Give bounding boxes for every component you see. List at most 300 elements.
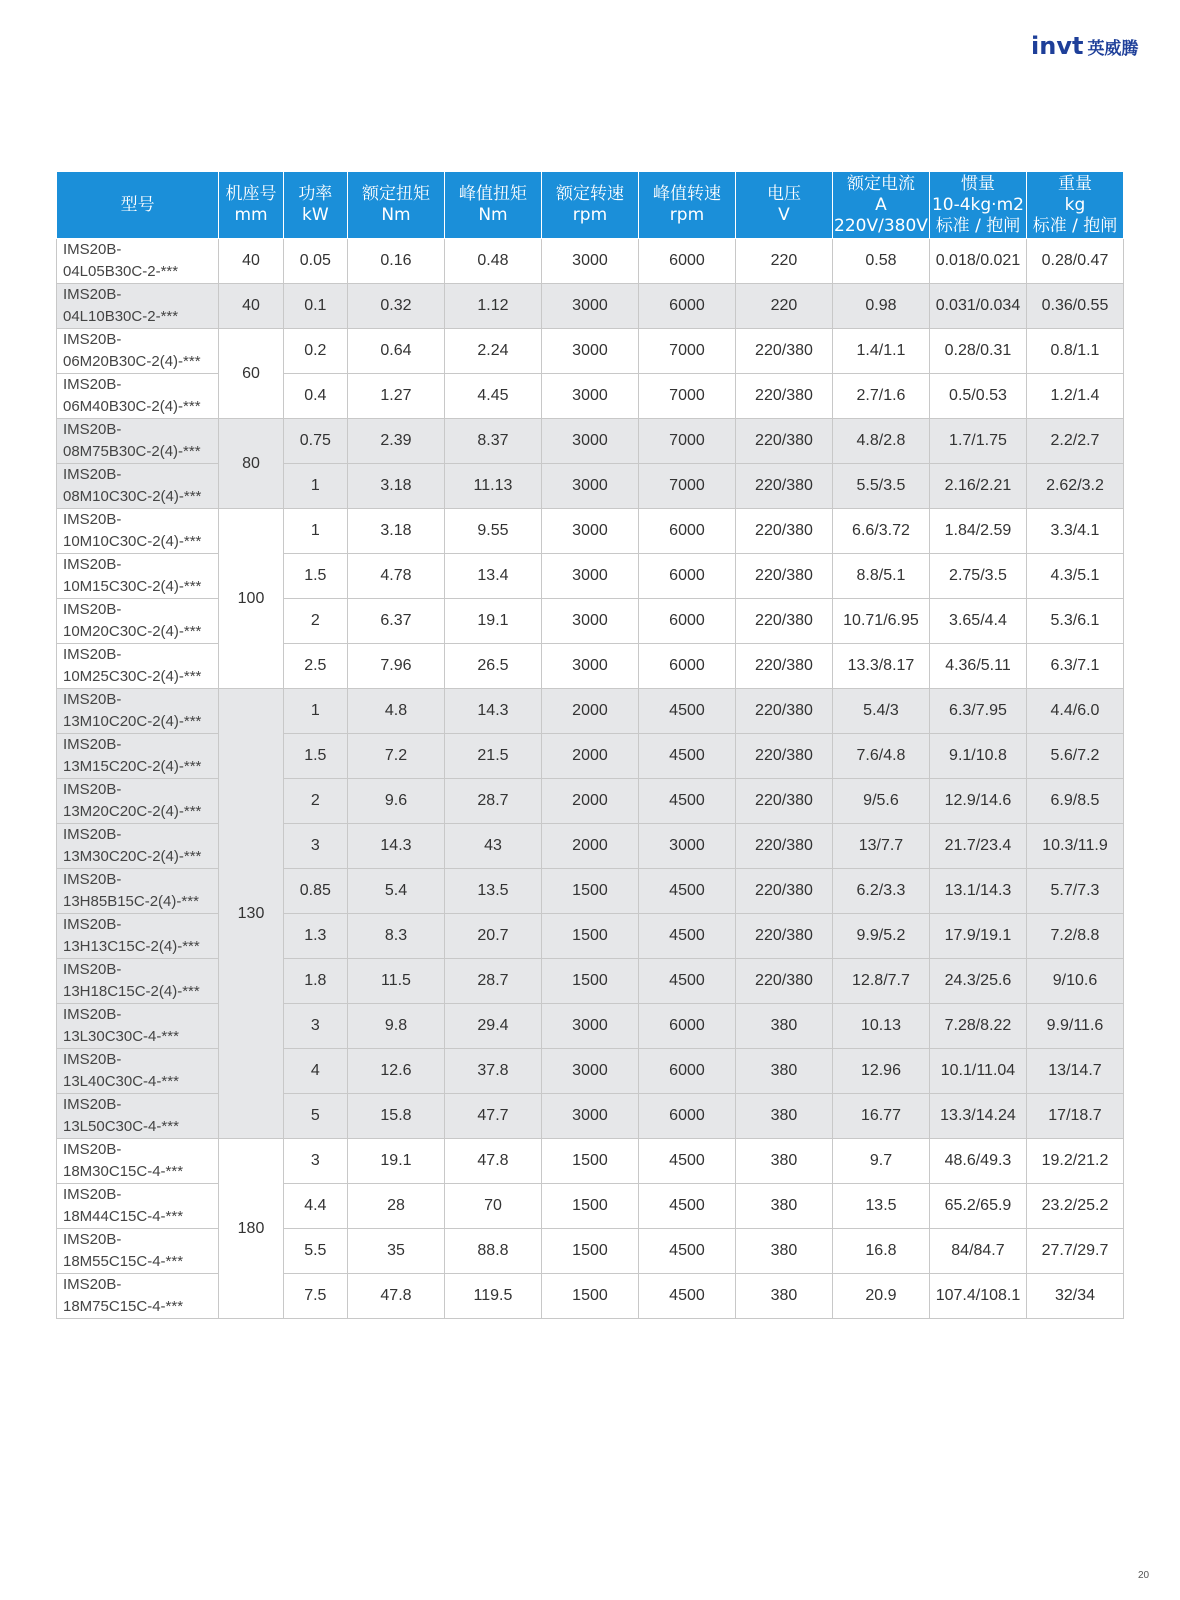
model-cell [57,644,219,689]
header-line: 额定转速 [555,184,624,204]
table-row [57,644,1124,689]
header-line: 标准 / 抱闸 [1032,215,1118,236]
peak-speed-cell: 4500 [638,914,735,959]
model-line: 18M55C15C-4-*** [63,1253,184,1270]
peak-speed-cell: 4500 [638,689,735,734]
rated-torque-cell: 5.4 [347,869,444,914]
model-line: IMS20B- [63,421,122,438]
model-line: 10M25C30C-2(4)-*** [63,668,202,685]
model-cell [57,1274,219,1319]
rated-torque-cell: 28 [347,1184,444,1229]
table-row [57,914,1124,959]
power-cell: 1.3 [283,914,347,959]
voltage-cell: 220 [735,239,832,284]
rated-speed-cell: 3000 [541,464,638,509]
peak-speed-cell: 4500 [638,734,735,779]
peak-torque-cell: 19.1 [444,599,541,644]
model-line: 10M15C30C-2(4)-*** [63,578,202,595]
model-cell [57,374,219,419]
header-line: 重量 [1057,173,1092,194]
power-cell: 0.85 [283,869,347,914]
inertia-cell: 4.36/5.11 [929,644,1026,689]
table-row [57,734,1124,779]
inertia-cell: 17.9/19.1 [929,914,1026,959]
weight-cell: 17/18.7 [1026,1094,1123,1139]
peak-speed-cell: 3000 [638,824,735,869]
voltage-cell: 220/380 [735,824,832,869]
voltage-cell: 220/380 [735,374,832,419]
peak-speed-cell: 4500 [638,1274,735,1319]
voltage-cell: 220/380 [735,419,832,464]
voltage-cell: 380 [735,1229,832,1274]
peak-torque-cell: 4.45 [444,374,541,419]
inertia-cell: 0.28/0.31 [929,329,1026,374]
table-row [57,779,1124,824]
rated-speed-cell: 3000 [541,1094,638,1139]
peak-speed-cell: 6000 [638,1094,735,1139]
power-cell: 4.4 [283,1184,347,1229]
peak-speed-cell: 4500 [638,1229,735,1274]
model-cell [57,734,219,779]
peak-torque-cell: 47.8 [444,1139,541,1184]
model-line: 18M30C15C-4-*** [63,1163,184,1180]
model-line: 13M20C20C-2(4)-*** [63,803,202,820]
model-cell [57,284,219,329]
header-line: A [875,194,887,215]
header-inertia [929,172,1026,239]
rated-torque-cell: 14.3 [347,824,444,869]
rated-torque-cell: 1.27 [347,374,444,419]
model-line: IMS20B- [63,1051,122,1068]
peak-torque-cell: 8.37 [444,419,541,464]
inertia-cell: 7.28/8.22 [929,1004,1026,1049]
power-cell: 5.5 [283,1229,347,1274]
table-row [57,284,1124,329]
rated-torque-cell: 4.8 [347,689,444,734]
model-cell [57,689,219,734]
power-cell: 1.5 [283,554,347,599]
rated-current-cell: 1.4/1.1 [832,329,929,374]
model-line: IMS20B- [63,241,122,258]
model-cell [57,1229,219,1274]
peak-speed-cell: 7000 [638,329,735,374]
weight-cell: 5.7/7.3 [1026,869,1123,914]
weight-cell: 2.62/3.2 [1026,464,1123,509]
power-cell: 7.5 [283,1274,347,1319]
model-line: 06M40B30C-2(4)-*** [63,398,201,415]
model-line: 18M75C15C-4-*** [63,1298,184,1315]
rated-torque-cell: 3.18 [347,509,444,554]
model-line: IMS20B- [63,556,122,573]
peak-speed-cell: 7000 [638,419,735,464]
table-row [57,1139,1124,1184]
inertia-cell: 107.4/108.1 [929,1274,1026,1319]
weight-cell: 0.8/1.1 [1026,329,1123,374]
inertia-cell: 13.1/14.3 [929,869,1026,914]
rated-current-cell: 2.7/1.6 [832,374,929,419]
rated-torque-cell: 3.18 [347,464,444,509]
power-cell: 1.8 [283,959,347,1004]
model-cell [57,779,219,824]
model-line: IMS20B- [63,691,122,708]
table-row [57,1184,1124,1229]
rated-torque-cell: 11.5 [347,959,444,1004]
weight-cell: 6.9/8.5 [1026,779,1123,824]
inertia-cell: 24.3/25.6 [929,959,1026,1004]
table-row [57,599,1124,644]
header-rated-current [832,172,929,239]
weight-cell: 0.36/0.55 [1026,284,1123,329]
rated-speed-cell: 1500 [541,869,638,914]
table-row [57,1094,1124,1139]
weight-cell: 5.6/7.2 [1026,734,1123,779]
peak-torque-cell: 9.55 [444,509,541,554]
voltage-cell: 380 [735,1004,832,1049]
header-peak-speed [638,172,735,239]
inertia-cell: 48.6/49.3 [929,1139,1026,1184]
model-line: 13M30C20C-2(4)-*** [63,848,202,865]
rated-current-cell: 13.3/8.17 [832,644,929,689]
power-cell: 3 [283,824,347,869]
peak-speed-cell: 6000 [638,554,735,599]
rated-speed-cell: 3000 [541,554,638,599]
table-row [57,464,1124,509]
voltage-cell: 220/380 [735,734,832,779]
model-line: IMS20B- [63,286,122,303]
voltage-cell: 220/380 [735,869,832,914]
rated-current-cell: 5.4/3 [832,689,929,734]
header-frame [219,172,283,239]
rated-speed-cell: 1500 [541,1139,638,1184]
weight-cell: 23.2/25.2 [1026,1184,1123,1229]
voltage-cell: 220/380 [735,554,832,599]
voltage-cell: 380 [735,1274,832,1319]
power-cell: 0.2 [283,329,347,374]
model-line: IMS20B- [63,466,122,483]
model-line: IMS20B- [63,1141,122,1158]
power-cell: 0.4 [283,374,347,419]
peak-speed-cell: 6000 [638,509,735,554]
rated-current-cell: 0.98 [832,284,929,329]
inertia-cell: 0.018/0.021 [929,239,1026,284]
inertia-cell: 13.3/14.24 [929,1094,1026,1139]
power-cell: 1 [283,689,347,734]
model-line: 13H85B15C-2(4)-*** [63,893,199,910]
peak-speed-cell: 7000 [638,464,735,509]
peak-torque-cell: 37.8 [444,1049,541,1094]
model-line: IMS20B- [63,826,122,843]
rated-current-cell: 8.8/5.1 [832,554,929,599]
model-line: IMS20B- [63,1186,122,1203]
model-cell [57,1139,219,1184]
table-row [57,1229,1124,1274]
rated-torque-cell: 19.1 [347,1139,444,1184]
power-cell: 4 [283,1049,347,1094]
model-line: IMS20B- [63,916,122,933]
rated-current-cell: 13.5 [832,1184,929,1229]
header-line: 额定电流 [846,173,915,194]
rated-speed-cell: 3000 [541,329,638,374]
model-line: 04L05B30C-2-*** [63,263,179,280]
model-line: IMS20B- [63,736,122,753]
inertia-cell: 2.16/2.21 [929,464,1026,509]
weight-cell: 5.3/6.1 [1026,599,1123,644]
header-power [283,172,347,239]
weight-cell: 0.28/0.47 [1026,239,1123,284]
inertia-cell: 9.1/10.8 [929,734,1026,779]
rated-speed-cell: 3000 [541,1049,638,1094]
header-line: 电压 [766,184,801,204]
voltage-cell: 220/380 [735,509,832,554]
rated-speed-cell: 3000 [541,419,638,464]
model-line: IMS20B- [63,376,122,393]
rated-current-cell: 9/5.6 [832,779,929,824]
table-row [57,554,1124,599]
peak-torque-cell: 26.5 [444,644,541,689]
voltage-cell: 380 [735,1184,832,1229]
rated-speed-cell: 1500 [541,914,638,959]
header-line: 峰值扭矩 [458,184,527,204]
voltage-cell: 220/380 [735,689,832,734]
peak-speed-cell: 4500 [638,1184,735,1229]
peak-torque-cell: 21.5 [444,734,541,779]
weight-cell: 19.2/21.2 [1026,1139,1123,1184]
model-line: 13L30C30C-4-*** [63,1028,179,1045]
rated-speed-cell: 1500 [541,959,638,1004]
model-cell [57,824,219,869]
rated-torque-cell: 15.8 [347,1094,444,1139]
rated-current-cell: 12.8/7.7 [832,959,929,1004]
rated-torque-cell: 12.6 [347,1049,444,1094]
inertia-cell: 0.5/0.53 [929,374,1026,419]
rated-speed-cell: 3000 [541,284,638,329]
model-line: IMS20B- [63,601,122,618]
peak-speed-cell: 4500 [638,869,735,914]
model-cell [57,464,219,509]
weight-cell: 6.3/7.1 [1026,644,1123,689]
header-line: 标准 / 抱闸 [935,215,1021,236]
rated-speed-cell: 3000 [541,599,638,644]
model-cell [57,1094,219,1139]
header-line: 惯量 [960,173,995,194]
peak-torque-cell: 0.48 [444,239,541,284]
rated-current-cell: 16.77 [832,1094,929,1139]
model-cell [57,1049,219,1094]
header-line: Nm [381,205,411,225]
rated-current-cell: 6.2/3.3 [832,869,929,914]
rated-current-cell: 9.9/5.2 [832,914,929,959]
header-line: 功率 [298,184,333,204]
peak-torque-cell: 28.7 [444,779,541,824]
peak-speed-cell: 6000 [638,1049,735,1094]
rated-speed-cell: 3000 [541,1004,638,1049]
table-row [57,869,1124,914]
peak-speed-cell: 7000 [638,374,735,419]
rated-speed-cell: 3000 [541,509,638,554]
voltage-cell: 220/380 [735,644,832,689]
weight-cell: 2.2/2.7 [1026,419,1123,464]
weight-cell: 3.3/4.1 [1026,509,1123,554]
frame-size-cell: 180 [219,1139,283,1319]
rated-torque-cell: 7.2 [347,734,444,779]
rated-current-cell: 13/7.7 [832,824,929,869]
inertia-cell: 1.7/1.75 [929,419,1026,464]
voltage-cell: 380 [735,1139,832,1184]
table-row [57,419,1124,464]
weight-cell: 13/14.7 [1026,1049,1123,1094]
model-line: 06M20B30C-2(4)-*** [63,353,201,370]
model-line: 13H18C15C-2(4)-*** [63,983,200,1000]
model-line: IMS20B- [63,1006,122,1023]
peak-speed-cell: 6000 [638,599,735,644]
rated-speed-cell: 3000 [541,374,638,419]
table-row [57,1049,1124,1094]
rated-current-cell: 20.9 [832,1274,929,1319]
frame-size-cell: 80 [219,419,283,509]
power-cell: 0.1 [283,284,347,329]
power-cell: 0.75 [283,419,347,464]
inertia-cell: 2.75/3.5 [929,554,1026,599]
rated-speed-cell: 2000 [541,779,638,824]
table-row [57,824,1124,869]
voltage-cell: 220/380 [735,914,832,959]
power-cell: 1 [283,464,347,509]
model-cell [57,1004,219,1049]
rated-speed-cell: 1500 [541,1229,638,1274]
rated-speed-cell: 2000 [541,689,638,734]
rated-current-cell: 10.13 [832,1004,929,1049]
model-line: IMS20B- [63,331,122,348]
table-row [57,239,1124,284]
power-cell: 3 [283,1139,347,1184]
weight-cell: 32/34 [1026,1274,1123,1319]
weight-cell: 9/10.6 [1026,959,1123,1004]
peak-torque-cell: 14.3 [444,689,541,734]
voltage-cell: 220/380 [735,959,832,1004]
weight-cell: 27.7/29.7 [1026,1229,1123,1274]
rated-current-cell: 7.6/4.8 [832,734,929,779]
rated-torque-cell: 7.96 [347,644,444,689]
voltage-cell: 220/380 [735,464,832,509]
rated-torque-cell: 0.32 [347,284,444,329]
rated-speed-cell: 1500 [541,1184,638,1229]
weight-cell: 9.9/11.6 [1026,1004,1123,1049]
rated-speed-cell: 3000 [541,644,638,689]
rated-speed-cell: 2000 [541,734,638,779]
rated-current-cell: 10.71/6.95 [832,599,929,644]
table-body [57,239,1124,1319]
table-row [57,374,1124,419]
weight-cell: 10.3/11.9 [1026,824,1123,869]
voltage-cell: 220 [735,284,832,329]
header-rated-speed [541,172,638,239]
voltage-cell: 380 [735,1094,832,1139]
model-cell [57,554,219,599]
peak-torque-cell: 70 [444,1184,541,1229]
model-line: IMS20B- [63,961,122,978]
frame-size-cell: 40 [219,284,283,329]
weight-cell: 4.4/6.0 [1026,689,1123,734]
power-cell: 0.05 [283,239,347,284]
peak-speed-cell: 6000 [638,284,735,329]
weight-cell: 4.3/5.1 [1026,554,1123,599]
model-line: 08M75B30C-2(4)-*** [63,443,201,460]
model-line: IMS20B- [63,1096,122,1113]
table-row [57,509,1124,554]
table-row [57,689,1124,734]
peak-speed-cell: 6000 [638,1004,735,1049]
header-weight [1026,172,1123,239]
inertia-cell: 84/84.7 [929,1229,1026,1274]
model-cell [57,869,219,914]
voltage-cell: 220/380 [735,599,832,644]
peak-torque-cell: 88.8 [444,1229,541,1274]
rated-torque-cell: 35 [347,1229,444,1274]
model-cell [57,1184,219,1229]
inertia-cell: 21.7/23.4 [929,824,1026,869]
table-row [57,1004,1124,1049]
inertia-cell: 12.9/14.6 [929,779,1026,824]
model-line: IMS20B- [63,646,122,663]
peak-torque-cell: 13.4 [444,554,541,599]
rated-current-cell: 12.96 [832,1049,929,1094]
header-rated-torque [347,172,444,239]
model-line: 10M20C30C-2(4)-*** [63,623,202,640]
power-cell: 2 [283,599,347,644]
rated-current-cell: 4.8/2.8 [832,419,929,464]
model-line: 13H13C15C-2(4)-*** [63,938,200,955]
brand-mark: invt [1031,32,1084,60]
model-line: 08M10C30C-2(4)-*** [63,488,202,505]
model-line: IMS20B- [63,781,122,798]
voltage-cell: 220/380 [735,779,832,824]
inertia-cell: 3.65/4.4 [929,599,1026,644]
header-line: 额定扭矩 [361,184,430,204]
model-cell [57,914,219,959]
rated-torque-cell: 8.3 [347,914,444,959]
inertia-cell: 1.84/2.59 [929,509,1026,554]
model-line: 04L10B30C-2-*** [63,308,179,325]
power-cell: 3 [283,1004,347,1049]
header-line: rpm [669,205,705,225]
model-line: 13M10C20C-2(4)-*** [63,713,202,730]
header-line: 峰值转速 [652,184,721,204]
header-model [57,172,219,239]
brand-logo [1031,32,1138,60]
inertia-cell: 6.3/7.95 [929,689,1026,734]
header-line: kW [301,205,329,225]
model-cell [57,419,219,464]
table-row [57,329,1124,374]
page-number: 20 [1138,1570,1150,1581]
table-row [57,959,1124,1004]
power-cell: 1 [283,509,347,554]
weight-cell: 7.2/8.8 [1026,914,1123,959]
rated-torque-cell: 9.6 [347,779,444,824]
frame-size-cell: 130 [219,689,283,1139]
model-cell [57,599,219,644]
rated-torque-cell: 0.16 [347,239,444,284]
peak-torque-cell: 1.12 [444,284,541,329]
model-line: 10M10C30C-2(4)-*** [63,533,202,550]
rated-torque-cell: 47.8 [347,1274,444,1319]
header-line: mm [234,205,268,225]
inertia-cell: 10.1/11.04 [929,1049,1026,1094]
peak-speed-cell: 4500 [638,1139,735,1184]
power-cell: 1.5 [283,734,347,779]
model-line: IMS20B- [63,511,122,528]
inertia-cell: 65.2/65.9 [929,1184,1026,1229]
